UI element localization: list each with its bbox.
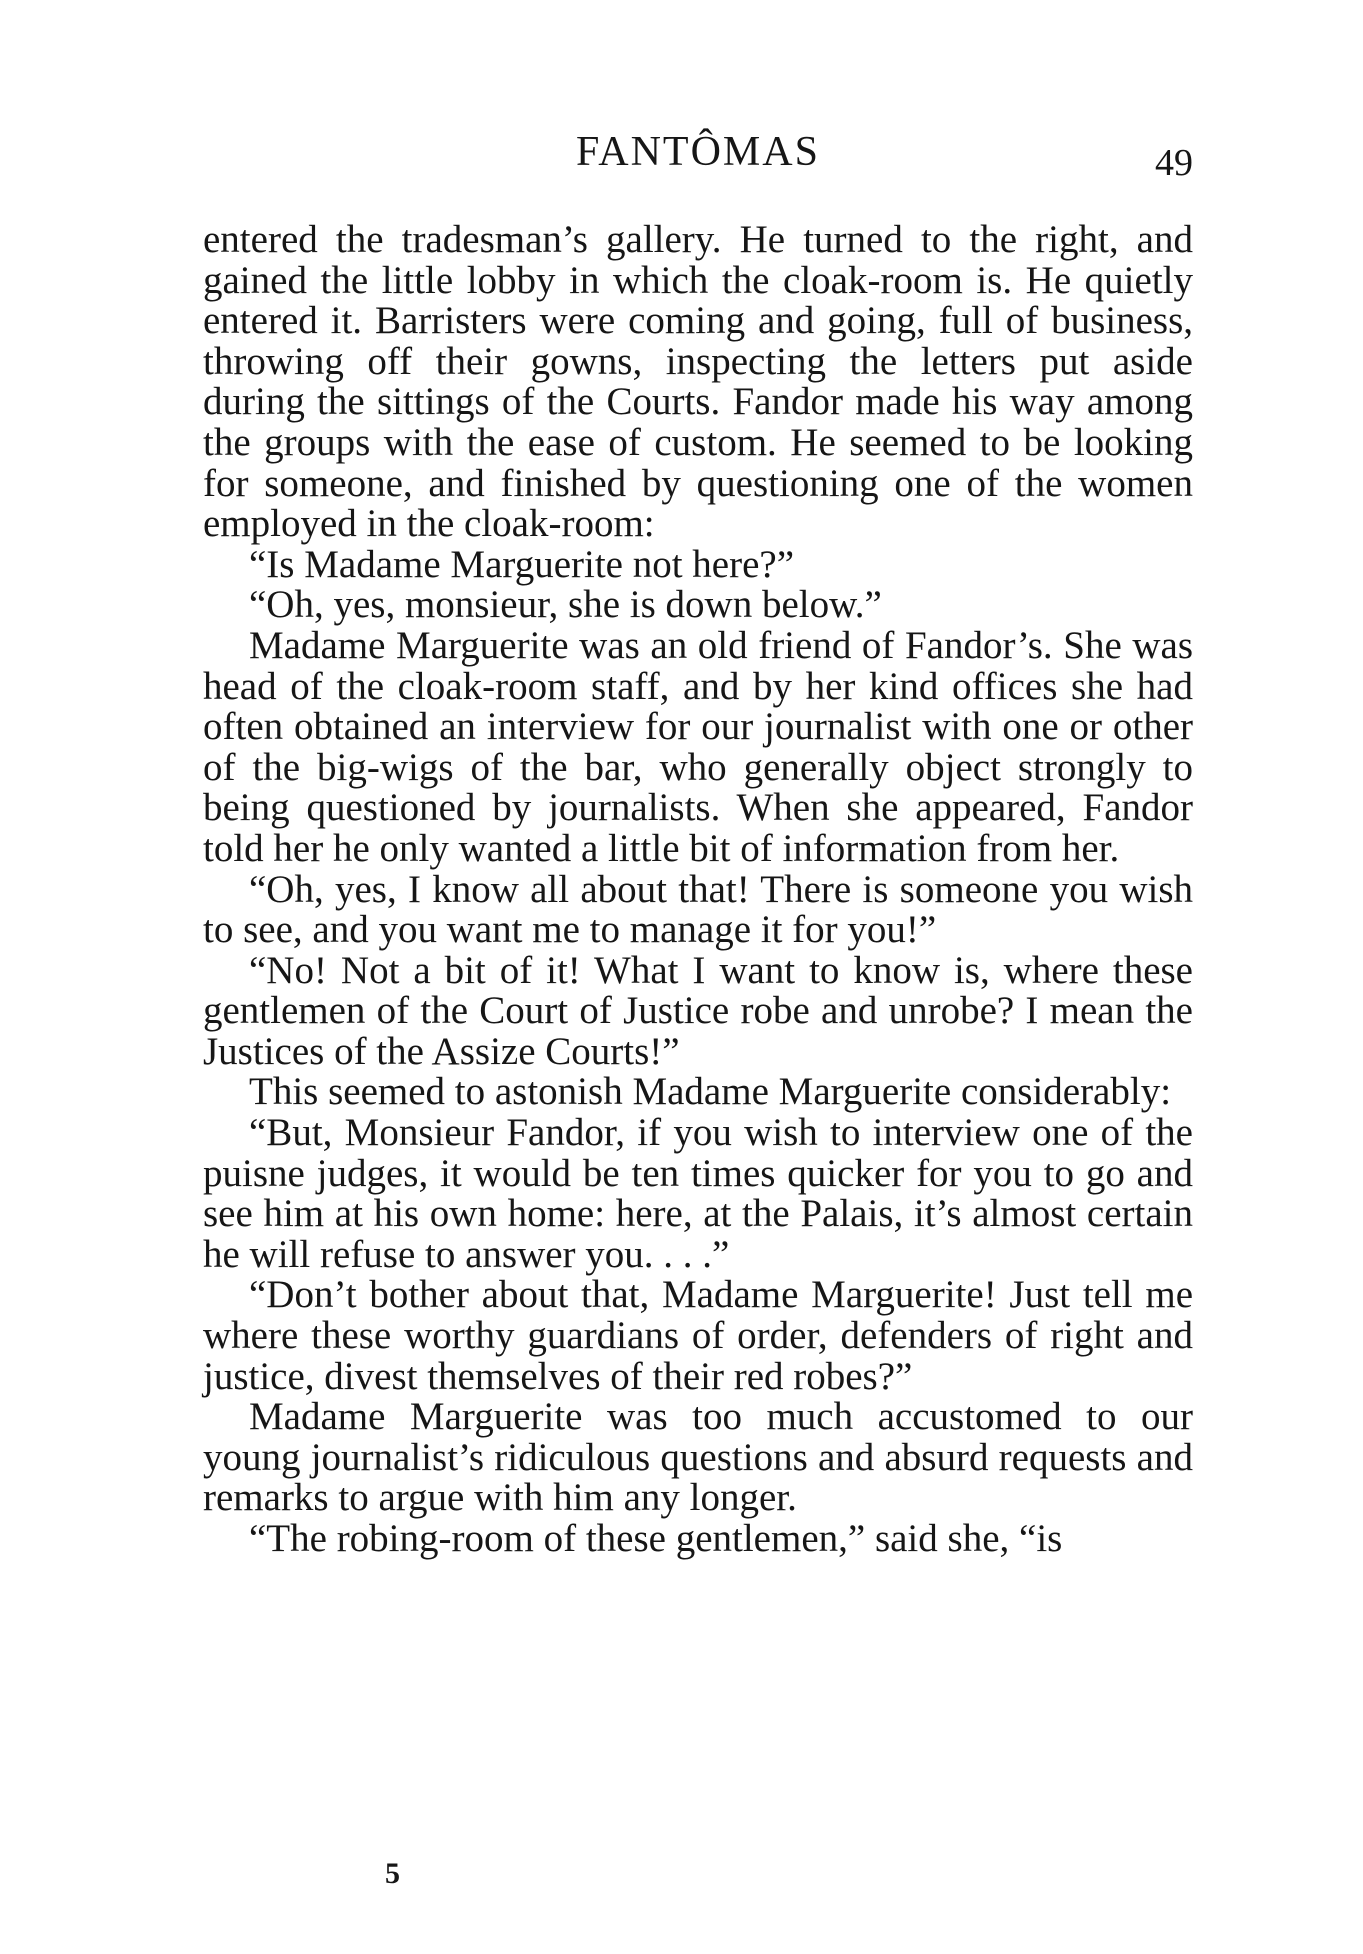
paragraph-2: “Is Madame Marguerite not here?” (249, 542, 795, 586)
paragraph-8: “But, Monsieur Fandor, if you wish to interview one of the puisne judges, it would be ten times quicker for you to go and see him at his own home: here, at the Palais, it’s almost certain he will refuse to answer you. . . .” (203, 1111, 1193, 1276)
signature-mark: 5 (385, 1857, 400, 1890)
paragraph-11: “The robing-room of these gentlemen,” said she, “is (249, 1517, 1063, 1560)
page-number: 49 (1155, 142, 1193, 184)
paragraph-9: “Don’t bother about that, Madame Marguerite! Just tell me where these worthy guardians of order, defenders of right and justice, divest themselves of their red robes?” (203, 1273, 1193, 1398)
paragraph-4: Madame Marguerite was an old friend of Fandor’s. She was head of the cloak-room staff, and by her kind offices she had often obtained an interview for our journalist with one or other of the big-wigs of the bar, who generally object strongly to being questioned by journalists. When she appeared, Fandor told her he only wanted a little bit of information from her. (203, 623, 1193, 870)
page-header (203, 125, 1193, 185)
paragraph-1: entered the tradesman’s gallery. He turned to the right, and gained the little lobby in which the cloak-room is. He quietly entered it. Barristers were coming and going, full of business, throwing off their gowns, inspecting the letters put aside during the sittings of the Courts. Fandor made his way among the groups with the ease of custom. He seemed to be looking for someone, and finished by questioning one of the women employed in the cloak-room: (203, 218, 1193, 546)
body-text (203, 220, 1193, 1560)
paragraph-7: This seemed to astonish Madame Marguerite considerably: (249, 1070, 1172, 1114)
paragraph-3: “Oh, yes, monsieur, she is down below.” (249, 583, 882, 627)
paragraph-5: “Oh, yes, I know all about that! There is someone you wish to see, and you want me to manage it for you!” (203, 867, 1193, 952)
running-title: FANTÔMAS (576, 129, 820, 175)
paragraph-6: “No! Not a bit of it! What I want to know is, where these gentlemen of the Court of Justice robe and unrobe? I mean the Justices of the Assize Courts!” (203, 948, 1193, 1073)
paragraph-10: Madame Marguerite was too much accustomed to our young journalist’s ridiculous questions and absurd requests and remarks to argue with him any longer. (203, 1395, 1193, 1520)
